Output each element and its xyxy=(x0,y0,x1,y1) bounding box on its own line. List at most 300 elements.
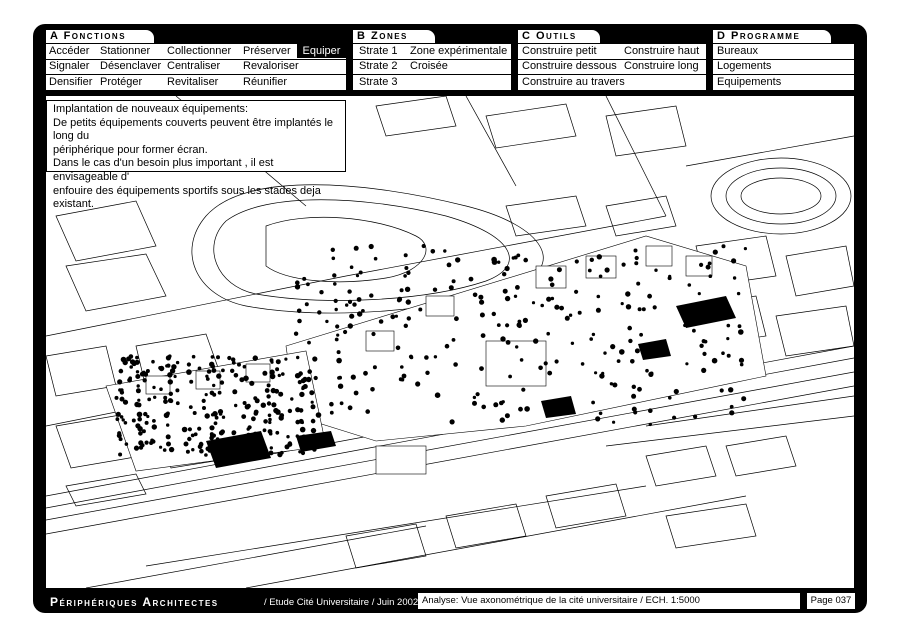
tree-mark xyxy=(123,400,128,405)
tree-mark xyxy=(125,442,129,446)
tree-mark xyxy=(296,356,299,359)
menu-item-strate-2[interactable]: Strate 2 xyxy=(359,60,398,72)
tree-mark xyxy=(473,293,478,298)
tree-mark xyxy=(169,392,173,396)
tree-mark xyxy=(443,249,446,252)
tree-mark xyxy=(551,409,554,412)
tree-mark xyxy=(424,355,429,360)
tree-mark xyxy=(198,367,202,371)
note-line-2: De petits équipements couverts peuvent être implantés le long du xyxy=(53,116,334,143)
menu-item-centraliser[interactable]: Centraliser xyxy=(167,60,221,72)
tree-mark xyxy=(706,265,711,270)
tree-mark xyxy=(159,446,162,449)
tree-mark xyxy=(625,291,630,296)
tree-mark xyxy=(524,406,530,412)
tree-mark xyxy=(374,257,378,261)
tree-mark xyxy=(497,261,500,264)
tree-mark xyxy=(212,393,216,397)
tree-mark xyxy=(166,364,170,368)
tree-mark xyxy=(290,397,293,400)
tree-mark xyxy=(336,334,339,337)
tree-mark xyxy=(284,358,287,361)
tree-mark xyxy=(119,369,124,374)
tree-mark xyxy=(271,402,276,407)
tree-mark xyxy=(647,294,652,299)
tree-mark xyxy=(159,387,163,391)
menu-item-construire-haut[interactable]: Construire haut xyxy=(624,45,700,57)
tree-mark xyxy=(263,419,268,424)
tree-mark xyxy=(281,372,285,376)
tree-mark xyxy=(120,390,124,394)
tree-mark xyxy=(683,324,686,327)
tree-mark xyxy=(236,441,240,445)
tree-mark xyxy=(302,377,307,382)
tree-mark xyxy=(268,421,271,424)
tree-mark xyxy=(612,383,617,388)
tree-mark xyxy=(406,299,411,304)
tree-mark xyxy=(192,355,196,359)
tree-mark xyxy=(301,451,305,455)
tree-mark xyxy=(227,356,231,360)
tree-mark xyxy=(168,398,173,403)
tree-mark xyxy=(254,411,259,416)
tree-mark xyxy=(450,419,455,424)
tree-mark xyxy=(453,362,458,367)
tree-mark xyxy=(361,309,365,313)
menu-zones xyxy=(353,44,511,90)
tree-mark xyxy=(518,320,522,324)
tree-mark xyxy=(136,370,139,373)
tree-mark xyxy=(668,276,672,280)
tree-mark xyxy=(176,401,180,405)
tree-mark xyxy=(343,330,347,334)
tree-mark xyxy=(699,263,703,267)
tree-mark xyxy=(701,368,706,373)
tree-mark xyxy=(245,404,250,409)
tree-mark xyxy=(200,443,203,446)
tree-mark xyxy=(694,306,698,310)
menu-outils xyxy=(518,44,706,90)
tree-mark xyxy=(648,372,653,377)
tree-mark xyxy=(202,406,206,410)
tree-mark xyxy=(588,269,592,273)
menu-item-collectionner[interactable]: Collectionner xyxy=(167,45,232,57)
tree-mark xyxy=(132,419,136,423)
tree-mark xyxy=(597,295,601,299)
tree-mark xyxy=(222,416,225,419)
tree-mark xyxy=(396,346,401,351)
tree-mark xyxy=(253,432,258,437)
tree-mark xyxy=(447,263,452,268)
tree-mark xyxy=(379,319,384,324)
tree-mark xyxy=(166,423,169,426)
tree-mark xyxy=(211,413,214,416)
tree-mark xyxy=(287,442,292,447)
tree-mark xyxy=(219,431,224,436)
menu-item-revitaliser[interactable]: Revitaliser xyxy=(167,76,219,88)
tree-mark xyxy=(721,298,726,303)
tree-mark xyxy=(209,425,214,430)
tree-mark xyxy=(163,448,167,452)
tree-mark xyxy=(251,416,256,421)
tree-mark xyxy=(472,401,477,406)
tree-mark xyxy=(406,271,410,275)
tree-mark xyxy=(727,354,731,358)
menu-item-preserver[interactable]: Préserver xyxy=(243,45,291,57)
tree-mark xyxy=(135,374,140,379)
tree-mark xyxy=(505,413,510,418)
tree-mark xyxy=(147,398,151,402)
tree-mark xyxy=(184,442,189,447)
tree-mark xyxy=(730,405,734,409)
tree-mark xyxy=(338,376,342,380)
tree-mark xyxy=(721,351,725,355)
tree-mark xyxy=(559,306,564,311)
tree-mark xyxy=(166,442,171,447)
tree-mark xyxy=(303,384,308,389)
tree-mark xyxy=(590,258,594,262)
tree-mark xyxy=(119,437,123,441)
tree-mark xyxy=(512,256,515,259)
note-line-1: Implantation de nouveaux équipements: xyxy=(53,103,249,115)
tree-mark xyxy=(211,355,215,359)
menu-item-acceder[interactable]: Accéder xyxy=(49,45,90,57)
tree-mark xyxy=(256,452,261,457)
tree-mark xyxy=(345,303,348,306)
menu-item-logements[interactable]: Logements xyxy=(717,60,772,72)
tree-mark xyxy=(176,361,179,364)
tree-mark xyxy=(370,387,375,392)
tree-mark xyxy=(390,314,395,319)
tree-mark xyxy=(311,428,316,433)
tree-mark xyxy=(521,388,525,392)
tree-mark xyxy=(299,392,304,397)
tree-mark xyxy=(479,300,484,305)
tree-mark xyxy=(243,365,247,369)
tree-mark xyxy=(267,401,271,405)
note-line-3: périphérique pour former écran. xyxy=(53,143,208,156)
tree-mark xyxy=(405,287,410,292)
tree-mark xyxy=(299,408,304,413)
tree-mark xyxy=(431,249,436,254)
tree-mark xyxy=(143,378,147,382)
tree-mark xyxy=(166,412,170,416)
tree-mark xyxy=(400,288,404,292)
tree-mark xyxy=(219,412,223,416)
tree-mark xyxy=(288,409,292,413)
tree-mark xyxy=(709,274,713,278)
tree-mark xyxy=(731,258,736,263)
tree-mark xyxy=(308,440,311,443)
tree-mark xyxy=(645,369,649,373)
tree-mark xyxy=(243,448,246,451)
tree-mark xyxy=(674,389,679,394)
tree-mark xyxy=(599,373,604,378)
tree-mark xyxy=(138,431,143,436)
tree-mark xyxy=(402,374,407,379)
tree-mark xyxy=(152,424,157,429)
menu-item-strate-3[interactable]: Strate 3 xyxy=(359,76,398,88)
menu-item-equiper-selected[interactable]: Equiper xyxy=(297,44,346,58)
tree-mark xyxy=(619,349,625,355)
tree-mark xyxy=(407,316,411,320)
tree-mark xyxy=(205,413,210,418)
tree-mark xyxy=(337,350,341,354)
menu-item-zone-experimentale[interactable]: Zone expérimentale xyxy=(410,45,508,57)
tree-mark xyxy=(741,396,746,401)
tree-mark xyxy=(216,355,220,359)
tree-mark xyxy=(418,308,422,312)
tree-mark xyxy=(357,297,362,302)
tree-mark xyxy=(207,369,212,374)
tree-mark xyxy=(469,277,474,282)
tree-mark xyxy=(502,400,505,403)
menu-item-densifier[interactable]: Densifier xyxy=(49,76,93,88)
tree-mark xyxy=(639,333,643,337)
tree-mark xyxy=(685,362,688,365)
tree-mark xyxy=(145,441,149,445)
tree-mark xyxy=(307,341,311,345)
tree-mark xyxy=(642,307,646,311)
tree-mark xyxy=(253,357,257,361)
tree-mark xyxy=(263,428,267,432)
tree-mark xyxy=(319,290,323,294)
tree-mark xyxy=(269,370,274,375)
menu-item-signaler[interactable]: Signaler xyxy=(49,60,90,72)
tree-mark xyxy=(122,418,125,421)
tree-mark xyxy=(557,267,562,272)
tree-mark xyxy=(632,407,637,412)
tree-mark xyxy=(554,305,559,310)
tree-mark xyxy=(351,375,356,380)
menu-item-croisee[interactable]: Croisée xyxy=(410,60,448,72)
tree-mark xyxy=(594,371,597,374)
tree-mark xyxy=(221,448,224,451)
tree-mark xyxy=(295,284,300,289)
tree-mark xyxy=(637,387,642,392)
tree-mark xyxy=(334,299,338,303)
menu-item-proteger[interactable]: Protéger xyxy=(100,76,143,88)
tree-mark xyxy=(145,421,149,425)
tree-mark xyxy=(404,253,408,257)
tree-mark xyxy=(533,338,538,343)
menu-item-construire-au-travers[interactable]: Construire au travers xyxy=(522,76,625,88)
menu-item-equipements[interactable]: Equipements xyxy=(717,76,782,88)
tree-mark xyxy=(550,283,555,288)
tree-mark xyxy=(212,384,215,387)
tree-mark xyxy=(350,265,354,269)
tree-mark xyxy=(232,389,237,394)
tree-mark xyxy=(654,269,657,272)
tree-mark xyxy=(117,379,122,384)
tree-mark xyxy=(410,356,414,360)
menu-item-bureaux[interactable]: Bureaux xyxy=(717,45,758,57)
tree-mark xyxy=(300,427,306,433)
tree-mark xyxy=(455,257,460,262)
tree-mark xyxy=(518,407,523,412)
tree-mark xyxy=(243,376,249,382)
menu-item-stationner[interactable]: Stationner xyxy=(100,45,151,57)
tree-mark xyxy=(400,365,404,369)
tree-mark xyxy=(276,359,281,364)
tree-mark xyxy=(137,412,143,418)
tree-mark xyxy=(271,388,276,393)
tree-mark xyxy=(212,368,217,373)
tree-mark xyxy=(473,396,476,399)
tree-mark xyxy=(269,432,273,436)
tree-mark xyxy=(712,358,718,364)
tree-mark xyxy=(452,279,456,283)
tree-mark xyxy=(297,319,302,324)
tree-mark xyxy=(599,275,603,279)
annotation-note xyxy=(46,100,346,211)
tree-mark xyxy=(612,421,615,424)
tree-mark xyxy=(699,344,703,348)
menu-item-construire-long[interactable]: Construire long xyxy=(624,60,699,72)
tree-mark xyxy=(404,324,408,328)
tree-mark xyxy=(698,292,701,295)
tree-mark xyxy=(311,419,316,424)
tree-mark xyxy=(174,375,177,378)
tree-mark xyxy=(279,415,284,420)
tree-mark xyxy=(479,366,484,371)
section-d-title: D Programme xyxy=(713,30,831,43)
tree-mark xyxy=(649,423,652,426)
tree-mark xyxy=(740,363,744,367)
tree-mark xyxy=(298,371,303,376)
tree-mark xyxy=(168,379,173,384)
tree-mark xyxy=(186,450,190,454)
tree-mark xyxy=(301,435,306,440)
tree-mark xyxy=(630,359,635,364)
tree-mark xyxy=(329,402,334,407)
tree-mark xyxy=(589,337,593,341)
tree-mark xyxy=(500,336,505,341)
tree-mark xyxy=(153,396,156,399)
tree-mark xyxy=(478,295,483,300)
tree-mark xyxy=(335,324,339,328)
tree-mark xyxy=(146,415,149,418)
tree-mark xyxy=(555,359,559,363)
tree-mark xyxy=(610,344,615,349)
tree-mark xyxy=(500,417,505,422)
section-c-title: C Outils xyxy=(518,30,600,43)
tree-mark xyxy=(425,371,429,375)
tree-mark xyxy=(738,324,742,328)
tree-mark xyxy=(137,384,140,387)
tree-mark xyxy=(648,408,653,413)
menu-item-desenclaver[interactable]: Désenclaver xyxy=(100,60,162,72)
menu-item-reunifier[interactable]: Réunifier xyxy=(243,76,288,88)
tree-mark xyxy=(187,437,191,441)
tree-mark xyxy=(354,246,359,251)
tree-mark xyxy=(143,372,148,377)
menu-item-revaloriser[interactable]: Revaloriser xyxy=(243,60,299,72)
tree-mark xyxy=(325,320,328,323)
menu-item-construire-petit[interactable]: Construire petit xyxy=(522,45,597,57)
tree-mark xyxy=(159,366,164,371)
tree-mark xyxy=(445,344,450,349)
tree-mark xyxy=(335,338,339,342)
tree-mark xyxy=(480,313,485,318)
tree-mark xyxy=(505,266,510,271)
tree-mark xyxy=(224,443,228,447)
tree-mark xyxy=(216,437,220,441)
tree-mark xyxy=(202,399,206,403)
tree-mark xyxy=(347,289,351,293)
tree-mark xyxy=(231,357,235,361)
tree-mark xyxy=(139,445,143,449)
tree-mark xyxy=(134,446,139,451)
tree-mark xyxy=(309,390,314,395)
tree-mark xyxy=(193,411,197,415)
tree-mark xyxy=(603,351,606,354)
menu-programme xyxy=(713,44,854,90)
tree-mark xyxy=(729,410,734,415)
tree-mark xyxy=(208,449,212,453)
tree-mark xyxy=(575,259,579,263)
tree-mark xyxy=(688,283,692,287)
menu-item-construire-dessous[interactable]: Construire dessous xyxy=(522,60,617,72)
tree-mark xyxy=(268,414,272,418)
tree-mark xyxy=(548,276,553,281)
tree-mark xyxy=(253,396,257,400)
tree-mark xyxy=(261,403,266,408)
section-a-title: A Fonctions xyxy=(46,30,154,43)
tree-mark xyxy=(333,282,337,286)
tree-mark xyxy=(336,358,342,364)
tree-mark xyxy=(739,358,744,363)
tree-mark xyxy=(209,362,214,367)
tree-mark xyxy=(118,453,122,457)
tree-mark xyxy=(503,289,508,294)
tree-mark xyxy=(237,363,241,367)
tree-mark xyxy=(395,315,398,318)
tree-mark xyxy=(266,394,270,398)
tree-mark xyxy=(638,307,642,311)
tree-mark xyxy=(210,432,214,436)
tree-mark xyxy=(547,371,552,376)
menu-item-strate-1[interactable]: Strate 1 xyxy=(359,45,398,57)
tree-mark xyxy=(596,308,601,313)
tree-mark xyxy=(352,302,356,306)
tree-mark xyxy=(546,297,551,302)
tree-mark xyxy=(363,371,368,376)
tree-mark xyxy=(305,302,309,306)
tree-mark xyxy=(365,409,370,414)
tree-mark xyxy=(270,358,274,362)
tree-mark xyxy=(311,401,314,404)
tree-mark xyxy=(634,261,638,265)
tree-mark xyxy=(296,434,299,437)
tree-mark xyxy=(197,427,201,431)
tree-mark xyxy=(592,333,595,336)
tree-mark xyxy=(492,312,496,316)
tree-mark xyxy=(737,292,740,295)
tree-mark xyxy=(505,323,509,327)
tree-mark xyxy=(517,324,522,329)
tree-mark xyxy=(668,396,672,400)
tree-mark xyxy=(653,305,657,309)
tree-mark xyxy=(221,369,225,373)
tree-mark xyxy=(257,441,262,446)
tree-mark xyxy=(115,396,119,400)
tree-mark xyxy=(188,427,192,431)
tree-mark xyxy=(403,274,407,278)
tree-mark xyxy=(546,332,550,336)
tree-mark xyxy=(434,355,437,358)
tree-mark xyxy=(163,396,167,400)
